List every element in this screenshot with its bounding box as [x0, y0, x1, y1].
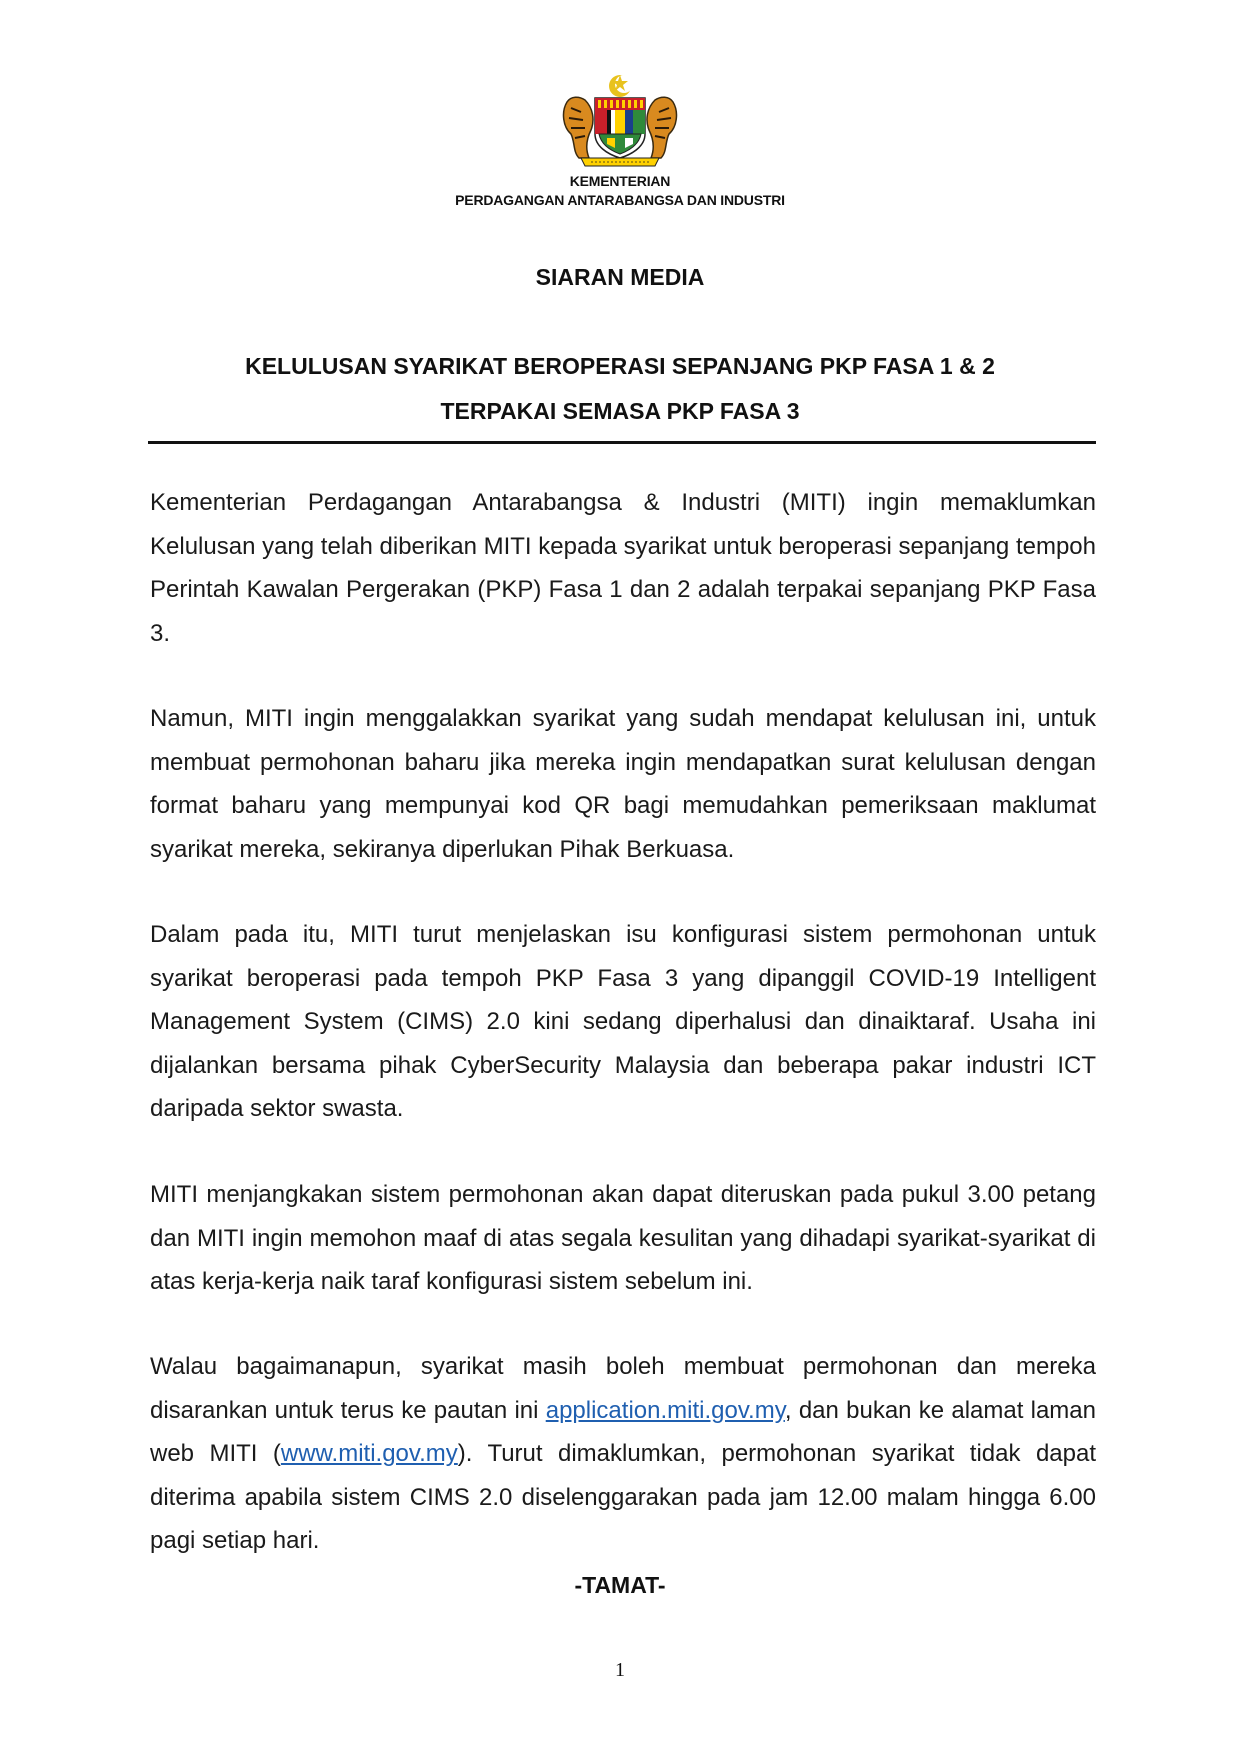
- title-divider: [148, 441, 1096, 444]
- application-portal-link[interactable]: application.miti.gov.my: [545, 1396, 785, 1424]
- coat-of-arms-logo: [555, 72, 685, 172]
- media-release-label: SIARAN MEDIA: [535, 264, 705, 290]
- page-number: 1: [615, 1659, 625, 1681]
- paragraph-3: Dalam pada itu, MITI turut menjelaskan isu konfigurasi sistem permohonan untuk syarikat beroperasi pada tempoh PKP Fasa 3 yang dipanggil COVID-19 Intelligent Management System (CIMS) 2.0 kini sedang diperhalusi dan dinaiktaraf. Usaha ini dijalankan bersama pihak CyberSecurity Malaysia dan beberapa pakar industri ICT daripada sektor swasta.: [150, 921, 1096, 1122]
- paragraph-4: MITI menjangkakan sistem permohonan akan dapat diteruskan pada pukul 3.00 petang dan MITI ingin memohon maaf di atas segala kesulitan yang dihadapi syarikat-syarikat di atas kerja-kerja naik taraf konfigurasi sistem sebelum ini.: [150, 1181, 1096, 1295]
- ministry-name-line1: KEMENTERIAN: [569, 173, 671, 189]
- paragraph-1: Kementerian Perdagangan Antarabangsa & Industri (MITI) ingin memaklumkan Kelulusan yang telah diberikan MITI kepada syarikat untuk beroperasi sepanjang tempoh Perintah Kawalan Pergerakan (PKP) Fasa 1 dan 2 adalah terpakai sepanjang PKP Fasa 3.: [150, 489, 1096, 647]
- paragraph-5: [150, 1345, 1096, 1563]
- title-line1: KELULUSAN SYARIKAT BEROPERASI SEPANJANG PKP FASA 1 & 2: [245, 353, 995, 379]
- paragraph-5-text-a: Walau bagaimanapun, syarikat masih boleh membuat permohonan dan mereka disarankan untuk terus ke pautan ini: [150, 1353, 1096, 1424]
- paragraph-5-text-b: , dan bukan ke alamat laman web MITI (: [150, 1396, 1096, 1467]
- end-mark: -TAMAT-: [574, 1572, 666, 1598]
- paragraph-5-text-c: ). Turut dimaklumkan, permohonan syarikat tidak dapat diterima apabila sistem CIMS 2.0 diselenggarakan pada jam 12.00 malam hingga 6.00 pagi setiap hari.: [150, 1440, 1096, 1554]
- paragraph-2: Namun, MITI ingin menggalakkan syarikat yang sudah mendapat kelulusan ini, untuk membuat permohonan baharu jika mereka ingin mendapatkan surat kelulusan dengan format baharu yang mempunyai kod QR bagi memudahkan pemeriksaan maklumat syarikat mereka, sekiranya diperlukan Pihak Berkuasa.: [150, 705, 1096, 863]
- ministry-name-line2: PERDAGANGAN ANTARABANGSA DAN INDUSTRI: [455, 192, 785, 208]
- title-line2: TERPAKAI SEMASA PKP FASA 3: [440, 398, 800, 424]
- miti-website-link[interactable]: www.miti.gov.my: [280, 1440, 458, 1467]
